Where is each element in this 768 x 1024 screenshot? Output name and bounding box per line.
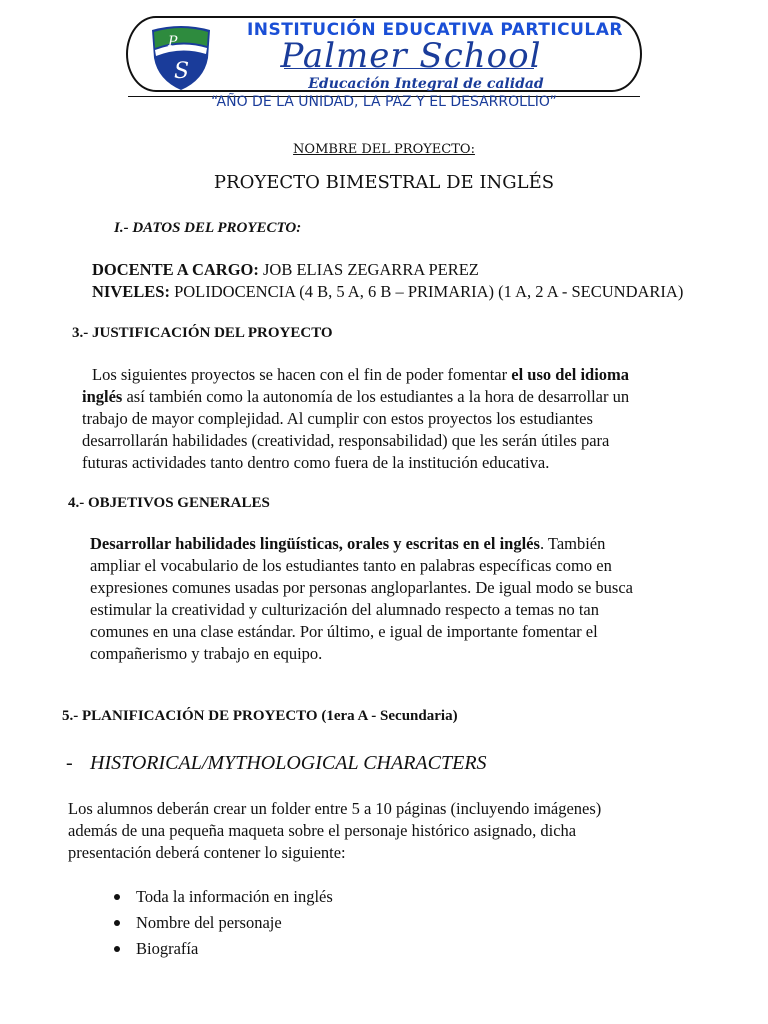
topic-dash: - [66, 752, 73, 774]
paragraph-line [90, 533, 720, 555]
list-item-text: Toda la información en inglés [136, 887, 333, 906]
paragraph-line: comunes en una clase estándar. Por último, e igual de importante fomentar el [90, 622, 598, 641]
docente-label: DOCENTE A CARGO: [92, 260, 259, 279]
section-4-heading: 4.- OBJETIVOS GENERALES [68, 495, 270, 511]
bold-run: el uso del idioma [511, 365, 630, 384]
justification-paragraph [82, 364, 722, 474]
list-item-text: Nombre del personaje [136, 913, 282, 932]
paragraph-line: futuras actividades tanto dentro como fuera de la institución educativa. [82, 453, 550, 472]
institution-title: INSTITUCIÓN EDUCATIVA PARTICULAR [246, 20, 624, 40]
niveles-line [92, 281, 683, 303]
bold-run: inglés [82, 387, 123, 406]
school-slogan: Educación Integral de calidad [308, 76, 544, 92]
bullet-icon [114, 946, 120, 952]
section-1-heading: I.- DATOS DEL PROYECTO: [114, 220, 302, 236]
objectives-paragraph [90, 533, 720, 665]
list-item [112, 912, 333, 938]
text-run: así también como la autonomía de los estudiantes a la hora de desarrollar un [122, 387, 630, 406]
requirements-list [112, 886, 333, 964]
school-name: Palmer School [280, 36, 542, 76]
paragraph-line: expresiones comunes usadas por personas angloparlantes. De igual modo se busca [90, 578, 633, 597]
list-item-text: Biografía [136, 939, 199, 958]
docente-value: JOB ELIAS ZEGARRA PEREZ [258, 260, 479, 279]
paragraph-line: Los alumnos deberán crear un folder entre 5 a 10 páginas (incluyendo imágenes) [68, 799, 602, 818]
section-5-heading: 5.- PLANIFICACIÓN DE PROYECTO (1era A - Secundaria) [62, 708, 458, 724]
text-run: . También [539, 534, 606, 553]
paragraph-line: ampliar el vocabulario de los estudiantes tanto en palabras específicas como en [90, 556, 612, 575]
text-run: Los siguientes proyectos se hacen con el fin de poder fomentar [92, 365, 512, 384]
list-item [112, 938, 333, 964]
paragraph-line [82, 364, 722, 386]
section-3-heading: 3.- JUSTIFICACIÓN DEL PROYECTO [72, 325, 333, 341]
paragraph-line: además de una pequeña maqueta sobre el personaje histórico asignado, dicha [68, 821, 577, 840]
paragraph-line: estimular la creatividad y culturización del alumnado respecto a temas no tan [90, 600, 600, 619]
docente-line [92, 259, 479, 281]
paragraph-line: trabajo de mayor complejidad. Al cumplir con estos proyectos los estudiantes [82, 409, 593, 428]
bullet-icon [114, 920, 120, 926]
bullet-icon [114, 894, 120, 900]
year-motto: “AÑO DE LA UNIDAD, LA PAZ Y EL DESARROLLIO” [211, 94, 557, 110]
school-name-underline [284, 68, 534, 69]
topic-title: HISTORICAL/MYTHOLOGICAL CHARACTERS [90, 752, 487, 774]
project-name-label: NOMBRE DEL PROYECTO: [293, 142, 475, 157]
svg-text:S: S [174, 59, 190, 84]
bold-run: Desarrollar habilidades lingüísticas, orales y escritas en el inglés [90, 534, 540, 553]
niveles-value: POLIDOCENCIA (4 B, 5 A, 6 B – PRIMARIA) (1 A, 2 A - SECUNDARIA) [169, 282, 684, 301]
paragraph-line: desarrollarán habilidades (creatividad, responsabilidad) que les serán útiles para [82, 431, 610, 450]
svg-text:P: P [168, 34, 178, 50]
niveles-label: NIVELES: [92, 282, 170, 301]
list-item [112, 886, 333, 912]
planning-paragraph [68, 798, 728, 864]
paragraph-line: compañerismo y trabajo en equipo. [90, 644, 323, 663]
paragraph-line: presentación deberá contener lo siguiente: [68, 843, 346, 862]
school-shield-logo-icon [148, 24, 214, 92]
project-title: PROYECTO BIMESTRAL DE INGLÉS [213, 172, 555, 193]
paragraph-line [82, 386, 722, 408]
